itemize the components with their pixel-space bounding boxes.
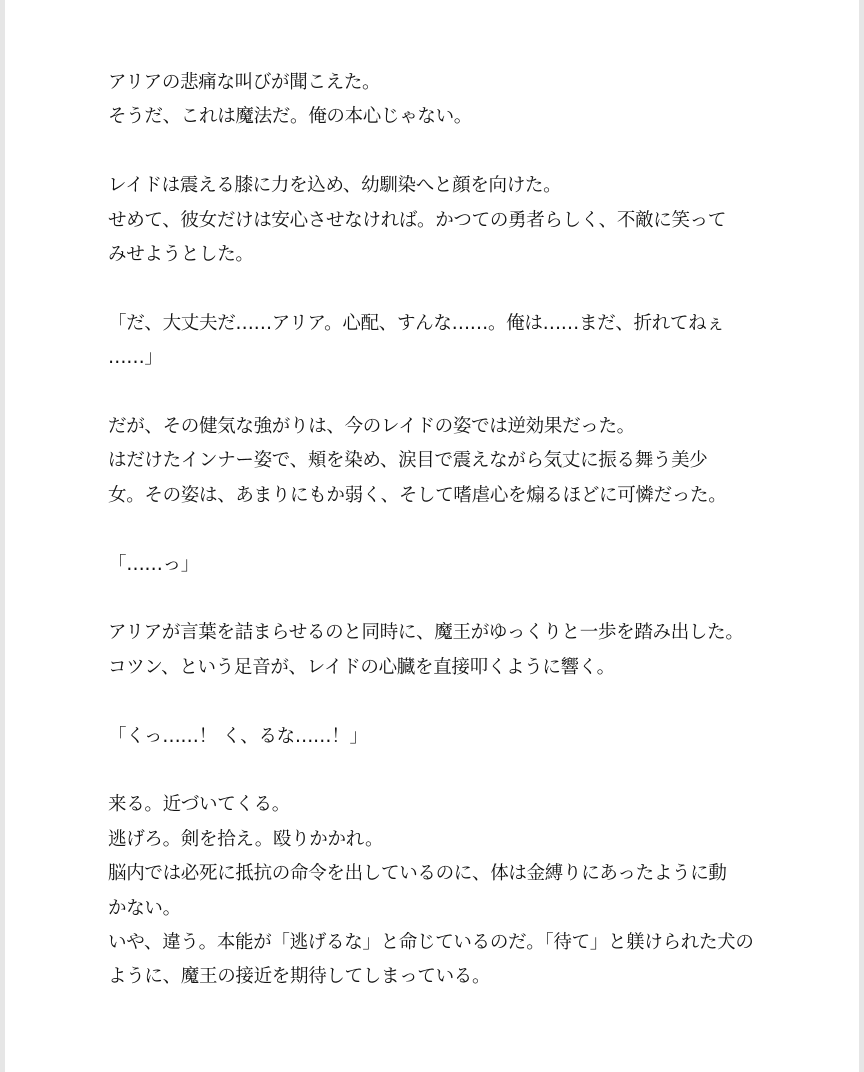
paragraph: [108, 410, 768, 513]
document-body: [108, 66, 768, 995]
dialogue-paragraph: [108, 720, 768, 754]
text-line: アリアの悲痛な叫びが聞こえた。: [108, 72, 381, 93]
paragraph-spacer: [108, 272, 768, 306]
text-line: 「くっ……！ く、るな……！」: [108, 725, 368, 747]
text-line: 脳内では必死に抵抗の命令を出しているのに、体は金縛りにあったように動: [108, 863, 727, 885]
paragraph-spacer: [108, 513, 768, 547]
text-line: アリアが言葉を詰まらせるのと同時に、魔王がゆっくりと一歩を踏み出した。: [108, 622, 744, 644]
paragraph: [108, 616, 768, 685]
document-page: [5, 0, 859, 1072]
text-line: みせようとした。: [108, 244, 254, 266]
text-line: だが、その健気な強がりは、今のレイドの姿では逆効果だった。: [108, 416, 635, 438]
text-line: コツン、という足音が、レイドの心臓を直接叩くように響く。: [108, 656, 615, 678]
paragraph-spacer: [108, 685, 768, 719]
text-line: ように、魔王の接近を期待してしまっている。: [108, 966, 491, 988]
text-line: かない。: [108, 897, 181, 919]
text-line: 「……っ」: [108, 553, 200, 575]
paragraph-spacer: [108, 754, 768, 788]
text-line: 女。その姿は、あまりにもか弱く、そして嗜虐心を煽るほどに可憐だった。: [108, 484, 727, 506]
paragraph: [108, 66, 768, 135]
dialogue-paragraph: [108, 548, 768, 582]
text-line: 来る。近づいてくる。: [108, 794, 291, 816]
paragraph: [108, 169, 768, 272]
text-line: 「だ、大丈夫だ……アリア。心配、すんな……。俺は……まだ、折れてねぇ: [108, 312, 725, 334]
paragraph: [108, 788, 768, 994]
text-line: いや、違う。本能が「逃げるな」と命じているのだ。「待て」と躾けられた犬の: [108, 932, 754, 954]
text-line: ……」: [108, 347, 163, 369]
dialogue-paragraph: [108, 307, 768, 376]
paragraph-spacer: [108, 376, 768, 410]
text-line: 逃げろ。剣を拾え。殴りかかれ。: [108, 828, 384, 850]
paragraph-spacer: [108, 135, 768, 169]
paragraph-spacer: [108, 582, 768, 616]
text-line: せめて、彼女だけは安心させなければ。かつての勇者らしく、不敵に笑って: [108, 209, 727, 231]
text-line: レイドは震える膝に力を込め、幼馴染へと顔を向けた。: [108, 175, 562, 197]
text-line: はだけたインナー姿で、頬を染め、涙目で震えながら気丈に振る舞う美少: [108, 450, 708, 472]
text-line: そうだ、これは魔法だ。俺の本心じゃない。: [108, 106, 473, 128]
